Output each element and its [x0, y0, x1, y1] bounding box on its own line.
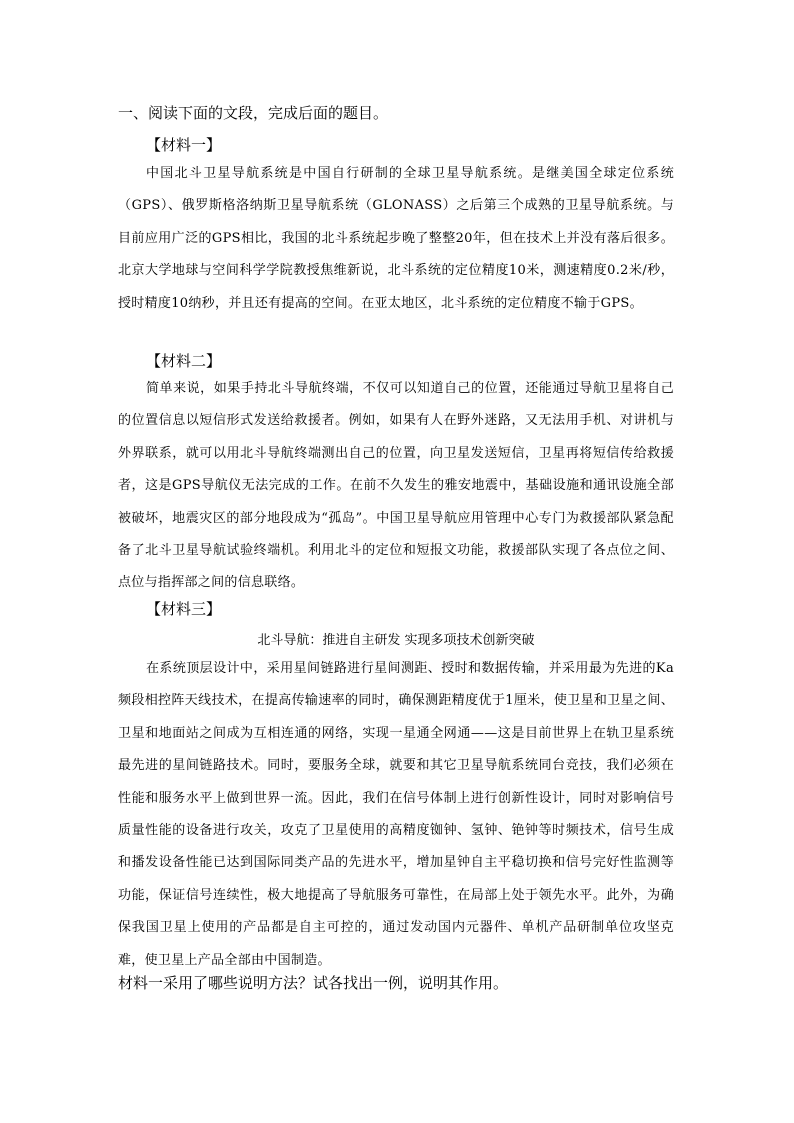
- material-3-title: 北斗导航：推进自主研发 实现多项技术创新突破: [257, 633, 535, 648]
- question-text: 材料一采用了哪些说明方法？试各找出一例，说明其作用。: [118, 974, 509, 992]
- material-3-label: 【材料三】: [146, 600, 222, 618]
- material-1-paragraph: 中国北斗卫星导航系统是中国自行研制的全球卫星导航系统。是继美国全球定位系统（GPS）、俄罗斯格洛纳斯卫星导航系统（GLONASS）之后第三个成熟的卫星导航系统。与目前应用广泛的GPS相比，我国的北斗系统起步晚了整整20年，但在技术上并没有落后很多。北京大学地球与空间科学学院教授焦维新说，北斗系统的定位精度10米，测速精度0.2米/秒，授时精度10纳秒，并且还有提高的空间。在亚太地区，北斗系统的定位精度不输于GPS。: [118, 166, 674, 311]
- material-3-paragraph: 在系统顶层设计中，采用星间链路进行星间测距、授时和数据传输，并采用最为先进的Ka频段相控阵天线技术，在提高传输速率的同时，确保测距精度优于1厘米，使卫星和卫星之间、卫星和地面站之间成为互相连通的网络，实现一星通全网通——这是目前世界上在轨卫星系统最先进的星间链路技术。同时，要服务全球，就要和其它卫星导航系统同台竞技，我们必须在性能和服务水平上做到世界一流。因此，我们在信号体制上进行创新性设计，同时对影响信号质量性能的设备进行攻关，攻克了卫星使用的高精度铷钟、氢钟、铯钟等时频技术，信号生成和播发设备性能已达到国际同类产品的先进水平，增加星钟自主平稳切换和信号完好性监测等功能，保证信号连续性，极大地提高了导航服务可靠性，在局部上处于领先水平。此外，为确保我国卫星上使用的产品都是自主可控的，通过发动国内元器件、单机产品研制单位攻坚克难，使卫星上产品全部由中国制造。: [118, 661, 674, 968]
- section-heading: 一、阅读下面的文段，完成后面的题目。: [118, 104, 389, 122]
- material-1-label: 【材料一】: [146, 136, 222, 154]
- material-2-label: 【材料二】: [146, 352, 222, 370]
- material-2-paragraph: 简单来说，如果手持北斗导航终端，不仅可以知道自己的位置，还能通过导航卫星将自己的位置信息以短信形式发送给救援者。例如，如果有人在野外迷路，又无法用手机、对讲机与外界联系，就可以用北斗导航终端测出自己的位置，向卫星发送短信，卫星再将短信传给救援者，这是GPS导航仪无法完成的工作。在前不久发生的雅安地震中，基础设施和通讯设施全部被破坏，地震灾区的部分地段成为“孤岛”。中国卫星导航应用管理中心专门为救援部队紧急配备了北斗卫星导航试验终端机。利用北斗的定位和短报文功能，救援部队实现了各点位之间、点位与指挥部之间的信息联络。: [118, 381, 674, 591]
